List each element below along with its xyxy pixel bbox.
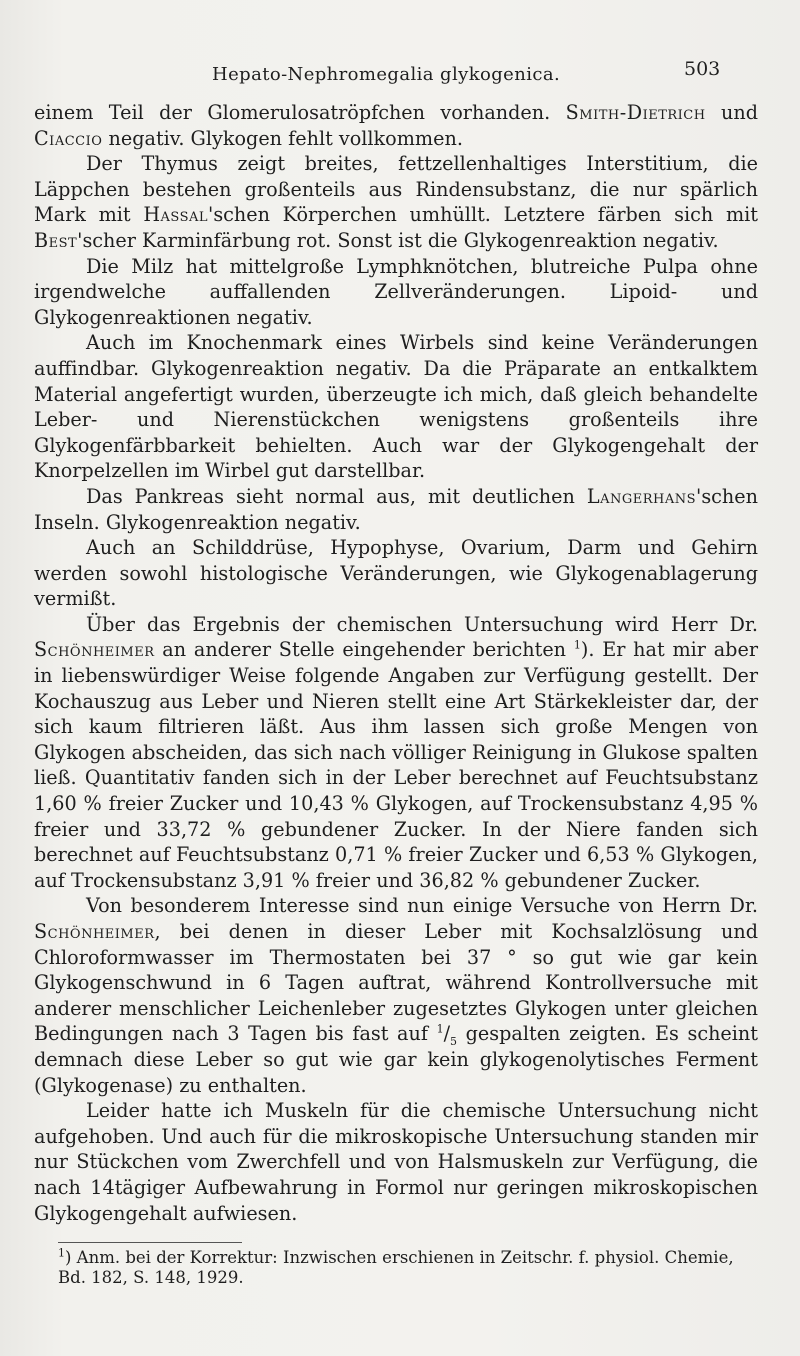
text-run: gespalten zeigten. Es scheint demnach diese Leber so gut wie gar kein glykogenolytisches Ferment (Glykogenase) zu enthalten.: [34, 1022, 758, 1097]
text-run: 'schen Körperchen umhüllt. Letztere färben sich mit: [208, 203, 758, 227]
text-run: Auch im Knochenmark eines Wirbels sind keine Veränderungen auffindbar. Glykogenreaktion negativ. Da die Präparate an entkalktem Material angefertigt wurden, überzeugte ich mich, daß gleich behandelte Leber- und Nierenstückchen wenigstens großenteils ihre Glykogenfärbbarkeit behielten. Auch war der Glykogengehalt der Knorpelzellen im Wirbel gut darstellbar.: [34, 331, 758, 483]
paragraph: [34, 100, 758, 151]
paragraph: [34, 1098, 758, 1226]
text-run: Der Thymus zeigt breites, fettzellenhaltiges Interstitium, die Läppchen bestehen großenteils aus Rindensubstanz, die nur spärlich Mark mit: [34, 152, 758, 227]
proper-name: Smith-Dietrich: [565, 101, 706, 124]
text-run: /: [443, 1022, 451, 1046]
proper-name: Schönheimer: [34, 920, 155, 943]
paragraph: [34, 151, 758, 253]
page-header: [0, 56, 800, 86]
text-run: Leider hatte ich Muskeln für die chemische Untersuchung nicht aufgehoben. Und auch für die mikroskopische Untersuchung standen mir nur Stückchen vom Zwerchfell und von Halsmuskeln zur Verfügung, die nach 14tägiger Aufbewahrung in Formol nur geringen mikroskopischen Glykogengehalt aufwiesen.: [34, 1099, 758, 1225]
paragraph: [34, 535, 758, 612]
paragraph: [34, 254, 758, 331]
proper-name: Schönheimer: [34, 638, 155, 662]
proper-name: Hassal: [143, 203, 209, 227]
footnote-text: ) Anm. bei der Korrektur: Inzwischen erschienen in Zeitschr. f. physiol. Chemie, Bd. 182, S. 148, 1929.: [58, 1248, 734, 1287]
text-run: Von besonderem Interesse sind nun einige Versuche von Herrn Dr.: [86, 894, 758, 918]
footnote: [58, 1248, 758, 1288]
footnote-marker: 1: [58, 1246, 65, 1260]
paragraph: [34, 612, 758, 894]
text-run: einem Teil der Glomerulosatröpfchen vorhanden.: [34, 101, 566, 124]
proper-name: Langerhans: [586, 484, 697, 508]
footnote-divider: [58, 1242, 242, 1243]
text-run: , bei denen in dieser Leber mit Kochsalzlösung und Chloroformwasser im Thermostaten bei 37 ° so gut wie gar kein Glykogenschwund in 6 Tagen auftrat, während Kontrollversuche mit anderer menschlicher Leichenleber zugesetztes Glykogen unter gleichen Bedingungen nach 3 Tagen bis fast auf: [34, 920, 758, 1046]
index-mark: 1: [573, 639, 581, 653]
body-text: [34, 100, 758, 1226]
paragraph: [34, 893, 758, 1098]
running-title: Hepato-Nephromegalia glykogenica.: [212, 64, 561, 85]
paragraph: [34, 330, 758, 484]
paragraph: [34, 484, 758, 535]
text-run: 'schen Inseln. Glykogenreaktion negativ.: [34, 484, 758, 534]
page-number: 503: [684, 58, 721, 80]
text-run: Über das Ergebnis der chemischen Untersuchung wird Herr Dr.: [86, 612, 758, 636]
proper-name: Best: [34, 228, 78, 252]
text-run: 'scher Karminfärbung rot. Sonst ist die Glykogenreaktion negativ.: [77, 228, 719, 252]
index-mark: 1: [436, 1022, 444, 1036]
text-run: und: [705, 101, 758, 124]
text-run: Die Milz hat mittelgroße Lymphknötchen, blutreiche Pulpa ohne irgendwelche auffallenden Zellveränderungen. Lipoid- und Glykogenreaktionen negativ.: [34, 254, 758, 329]
text-run: Auch an Schilddrüse, Hypophyse, Ovarium, Darm und Gehirn werden sowohl histologische Veränderungen, wie Glykogenablagerung vermißt.: [34, 536, 758, 611]
text-run: an anderer Stelle eingehender berichten: [154, 638, 574, 662]
text-run: negativ. Glykogen fehlt vollkommen.: [102, 126, 463, 150]
text-run: ). Er hat mir aber in liebenswürdiger Weise folgende Angaben zur Verfügung gestellt. Der Kochauszug aus Leber und Nieren stellt eine Art Stärkekleister dar, der sich kaum filtrieren läßt. Aus ihm lassen sich große Mengen von Glykogen abscheiden, das sich nach völliger Reinigung in Glukose spalten ließ. Quantitativ fanden sich in der Leber berechnet auf Feuchtsubstanz 1,60 % freier Zucker und 10,43 % Glykogen, auf Trockensubstanz 4,95 % freier und 33,72 % gebundener Zucker. In der Niere fanden sich berechnet auf Feuchtsubstanz 0,71 % freier Zucker und 6,53 % Glykogen, auf Trockensubstanz 3,91 % freier und 36,82 % gebundener Zucker.: [34, 638, 758, 892]
proper-name: Ciaccio: [34, 126, 103, 150]
index-mark: 5: [450, 1035, 458, 1049]
text-run: Das Pankreas sieht normal aus, mit deutlichen: [86, 484, 587, 508]
